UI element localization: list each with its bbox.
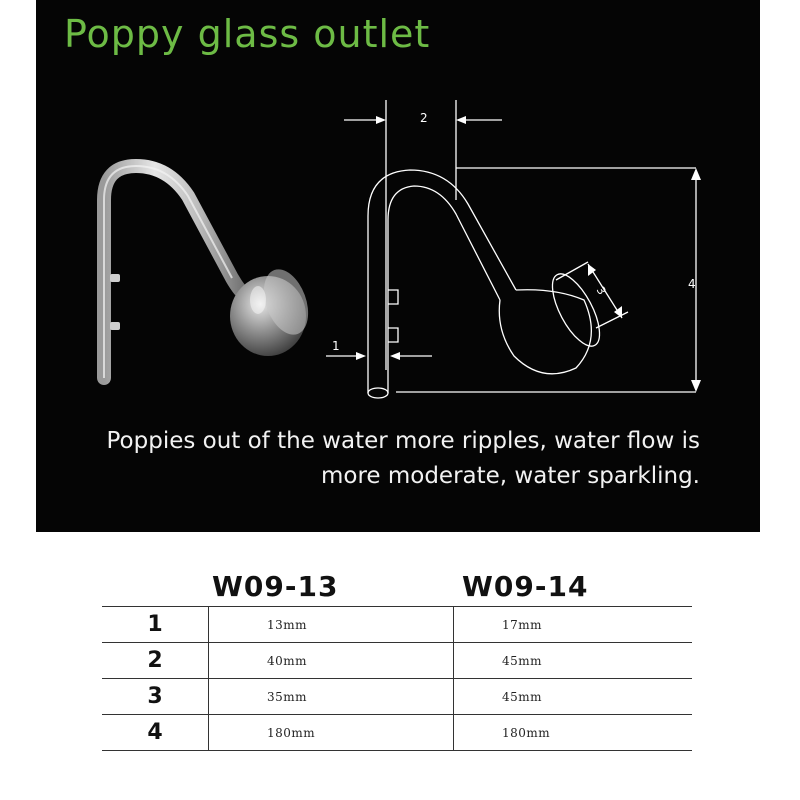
product-description: Poppies out of the water more ripples, water flow is more moderate, water sparkling. (106, 428, 700, 489)
dimension-1 (326, 339, 432, 360)
table-row (102, 715, 692, 751)
glass-outlet-photo (104, 166, 316, 378)
column-header-w09-14: W09-14 (462, 570, 589, 603)
table-row (102, 643, 692, 679)
column-header-w09-13: W09-13 (212, 570, 339, 603)
dimension-3 (556, 262, 628, 328)
cell-w09-14: 45mm (454, 643, 693, 679)
dimension-label-3: 3 (593, 284, 609, 298)
product-hero-panel (36, 0, 760, 532)
row-index: 3 (102, 679, 209, 715)
spec-table-section (0, 532, 800, 800)
row-index: 1 (102, 607, 209, 643)
dimension-label-2: 2 (420, 111, 428, 125)
cell-w09-13: 13mm (209, 607, 454, 643)
dimension-label-4: 4 (688, 277, 696, 291)
dimension-label-1: 1 (332, 339, 340, 353)
spec-table (102, 606, 692, 751)
page-title: Poppy glass outlet (64, 12, 431, 56)
dimension-4 (688, 168, 701, 392)
row-index: 2 (102, 643, 209, 679)
dimension-drawing (368, 100, 696, 398)
cell-w09-14: 180mm (454, 715, 693, 751)
cell-w09-13: 40mm (209, 643, 454, 679)
cell-w09-13: 35mm (209, 679, 454, 715)
cell-w09-14: 45mm (454, 679, 693, 715)
table-row (102, 607, 692, 643)
dimension-2 (344, 111, 502, 125)
cell-w09-14: 17mm (454, 607, 693, 643)
row-index: 4 (102, 715, 209, 751)
table-row (102, 679, 692, 715)
cell-w09-13: 180mm (209, 715, 454, 751)
